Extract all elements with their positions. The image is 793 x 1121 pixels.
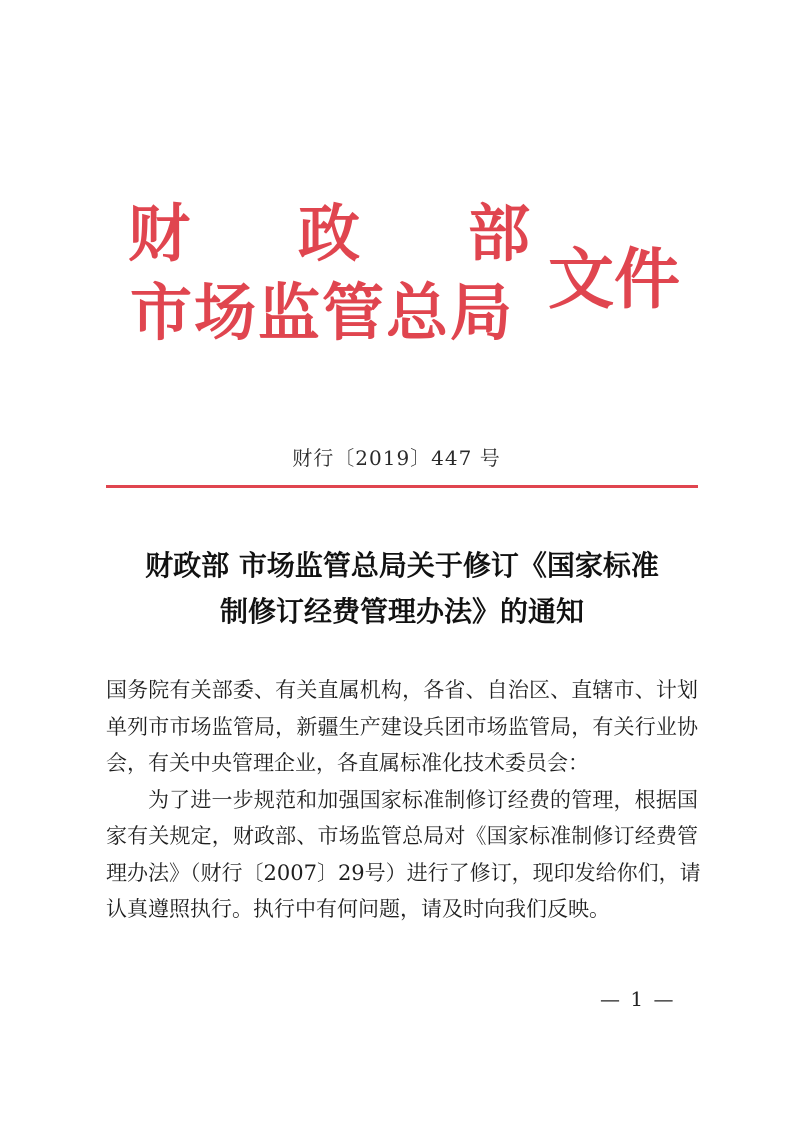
header-doc-type: 文件 (548, 240, 680, 318)
paragraph-line: 理办法》（财行〔2007〕29号）进行了修订，现印发给你们，请 (106, 860, 701, 885)
paragraph-line: 家有关规定，财政部、市场监管总局对《国家标准制修订经费管 (106, 824, 698, 848)
paragraph-line: 为了进一步规范和加强国家标准制修订经费的管理，根据国 (148, 787, 698, 812)
header-char-bu: 部 (468, 197, 531, 270)
header-char-cai: 财 (128, 197, 191, 270)
addressee-line: 单列市市场监管局，新疆生产建设兵团市场监管局，有关行业协 (106, 714, 698, 739)
page-number: — 1 — (600, 987, 676, 1011)
document-title-line-1: 财政部 市场监管总局关于修订《国家标准 (145, 549, 659, 582)
document-number: 财行〔2019〕447 号 (292, 446, 501, 470)
header-org-line-2: 市场监管总局 (130, 276, 515, 349)
addressee-line: 国务院有关部委、有关直属机构，各省、自治区、直辖市、计划 (106, 678, 698, 702)
header-char-zheng: 政 (298, 197, 361, 270)
document-body (106, 672, 701, 928)
paragraph-line: 认真遵照执行。执行中有何问题，请及时向我们反映。 (106, 897, 610, 921)
document-title-line-2: 制修订经费管理办法》的通知 (219, 595, 584, 628)
red-divider-rule (106, 485, 698, 488)
addressee-line: 会，有关中央管理企业，各直属标准化技术委员会： (106, 751, 589, 775)
